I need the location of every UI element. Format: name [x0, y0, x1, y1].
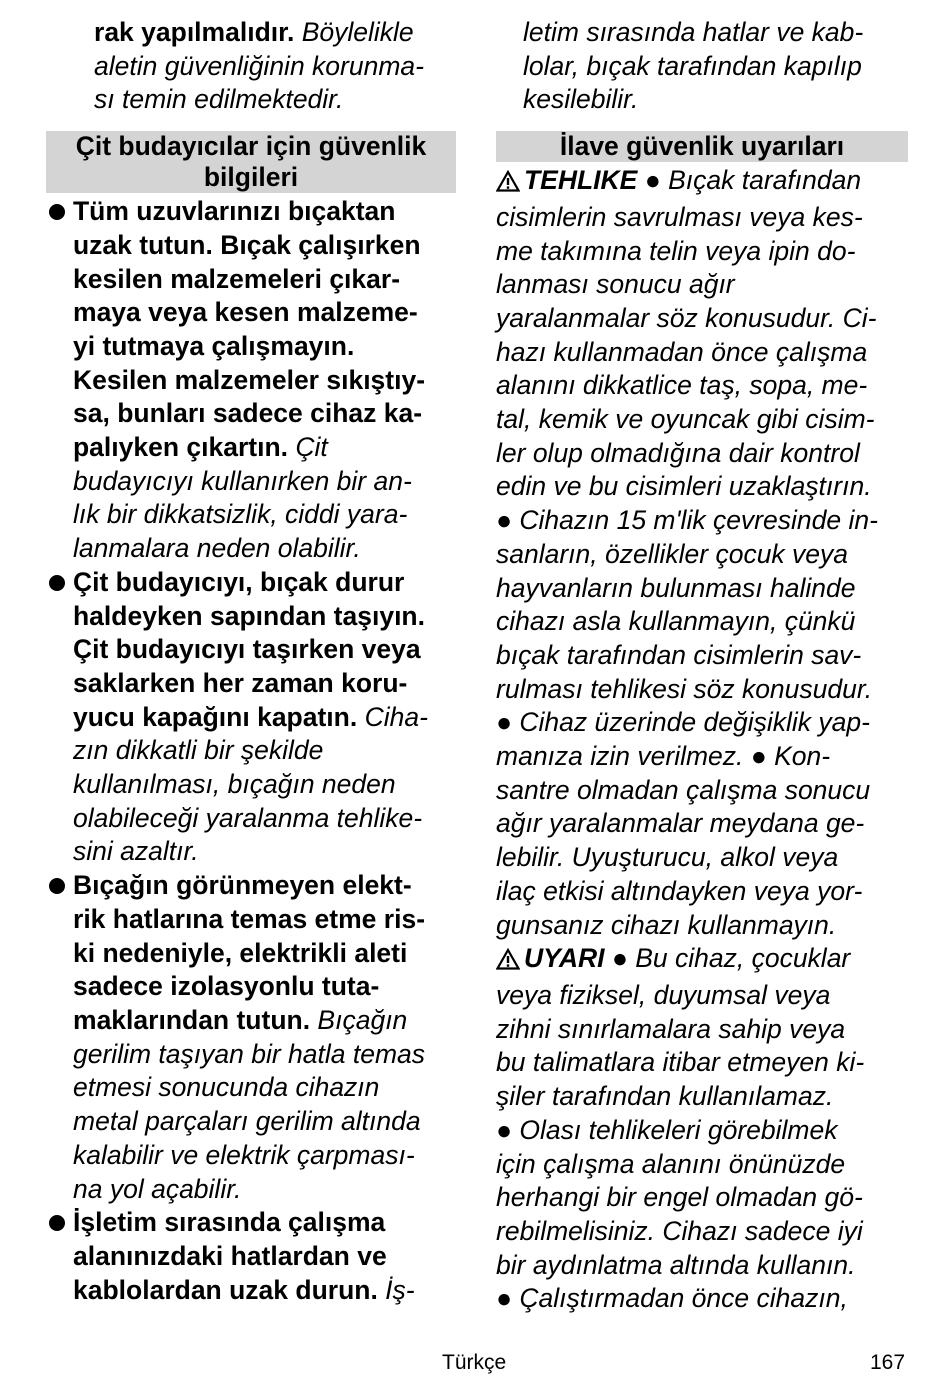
danger-line: sanların, özellikler çocuk veya	[496, 538, 849, 569]
item-italic-line: kullanılması, bıçağın neden	[73, 769, 396, 800]
danger-line: lanması sonucu ağır	[496, 269, 735, 300]
item-italic-line: kalabilir ve elektrik çarpması-	[73, 1139, 415, 1170]
danger-block	[496, 164, 908, 942]
warning-line: rebilmelisiniz. Cihazı sadece iyi	[496, 1215, 863, 1246]
left-intro-line: sı temin edilmektedir.	[94, 84, 344, 115]
danger-line: ● Cihaz üzerinde değişiklik yap-	[496, 707, 870, 738]
right-column	[496, 16, 908, 1316]
danger-line: santre olmadan çalışma sonucu	[496, 774, 871, 805]
warning-line: için çalışma alanını önünüzde	[496, 1148, 846, 1179]
danger-line: me takımına telin veya ipin do-	[496, 235, 856, 266]
right-intro-line: letim sırasında hatlar ve kab-	[523, 17, 864, 47]
warning-label: UYARI	[524, 943, 605, 974]
left-intro-line: aletin güvenliğinin korunma-	[94, 50, 424, 81]
warning-line: ● Çalıştırmadan önce cihazın,	[496, 1283, 848, 1314]
item-bold-line: Çit budayıcıyı taşırken veya	[73, 634, 421, 665]
danger-line: cihazı asla kullanmayın, çünkü	[496, 606, 856, 637]
danger-first-line	[496, 164, 908, 201]
left-intro	[46, 16, 456, 117]
item-italic-line: sini azaltır.	[73, 836, 199, 867]
item-mixed-line: palıyken çıkartın. Çit	[73, 432, 328, 463]
safety-item-3	[46, 869, 456, 1206]
safety-item-1	[46, 195, 456, 566]
danger-line: ● Cihazın 15 m'lik çevresinde in-	[496, 505, 878, 536]
danger-line: rulması tehlikesi söz konusudur.	[496, 673, 873, 704]
danger-line: ağır yaralanmalar meydana ge-	[496, 808, 865, 839]
safety-item-4	[46, 1206, 456, 1307]
item-italic-line: etmesi sonucunda cihazın	[73, 1072, 380, 1103]
warning-line: herhangi bir engel olmadan gö-	[496, 1182, 863, 1213]
item-mixed-line: maklarından tutun. Bıçağın	[73, 1004, 408, 1035]
danger-line: lebilir. Uyuşturucu, alkol veya	[496, 842, 839, 873]
right-intro-line: kesilebilir.	[523, 84, 639, 115]
warning-text: ● Bu cihaz, çocuklar	[604, 943, 851, 974]
danger-line: manıza izin verilmez. ● Kon-	[496, 741, 831, 772]
item-bold-line: haldeyken sapından taşıyın.	[73, 600, 425, 631]
item-italic-line: metal parçaları gerilim altında	[73, 1106, 421, 1137]
danger-line: ilaç etkisi altındayken veya yor-	[496, 875, 863, 906]
footer-language: Türkçe	[442, 1351, 507, 1374]
danger-line: bıçak tarafından cisimlerin sav-	[496, 639, 862, 670]
warning-line: zihni sınırlamalara sahip veya	[496, 1013, 846, 1044]
item-italic-line: lanmalara neden olabilir.	[73, 533, 361, 564]
item-italic-line: zın dikkatli bir şekilde	[73, 735, 324, 766]
bullet-icon	[49, 575, 65, 591]
danger-line: ler olup olmadığına dair kontrol	[496, 437, 860, 468]
left-intro-bold: rak yapılmalıdır.	[94, 17, 295, 47]
warning-triangle-icon	[496, 945, 520, 979]
danger-line: edin ve bu cisimleri uzaklaştırın.	[496, 471, 872, 502]
danger-line: hayvanların bulunması halinde	[496, 572, 856, 603]
item-italic-line: budayıcıyı kullanırken bir an-	[73, 465, 412, 496]
item-bold-line: maya veya kesen malzeme-	[73, 297, 418, 328]
item-bold-line: kesilen malzemeleri çıkar-	[73, 263, 401, 294]
warning-line: ● Olası tehlikeleri görebilmek	[496, 1114, 838, 1145]
item-bold-line: sa, bunları sadece cihaz ka-	[73, 398, 423, 429]
danger-line: gunsanız cihazı kullanmayın.	[496, 909, 837, 940]
right-intro-line: lolar, bıçak tarafından kapılıp	[523, 50, 862, 81]
bullet-icon	[49, 1215, 65, 1231]
warning-line: şiler tarafından kullanılamaz.	[496, 1081, 834, 1112]
warning-line: bir aydınlatma altında kullanın.	[496, 1249, 856, 1280]
danger-line: hazı kullanmadan önce çalışma	[496, 336, 868, 367]
page-number: 167	[870, 1351, 906, 1374]
item-bold-line: İşletim sırasında çalışma	[73, 1207, 386, 1238]
section-heading-line: Çit budayıcılar için güvenlik	[75, 131, 427, 162]
item-bold-line: Kesilen malzemeler sıkıştıy-	[73, 364, 426, 395]
section-heading-line: İlave güvenlik uyarıları	[559, 131, 845, 162]
warning-first-line	[496, 942, 908, 979]
section-heading-safety	[46, 131, 456, 193]
item-bold-line: Bıçağın görünmeyen elekt-	[73, 870, 412, 901]
warning-triangle-icon	[496, 167, 520, 201]
safety-item-2	[46, 566, 456, 869]
bullet-icon	[49, 204, 65, 220]
item-bold-line: saklarken her zaman koru-	[73, 667, 408, 698]
section-heading-line: bilgileri	[203, 162, 299, 193]
item-mixed-line: kablolardan uzak durun. İş-	[73, 1274, 415, 1305]
item-italic-line: olabileceği yaralanma tehlike-	[73, 802, 423, 833]
danger-line: tal, kemik ve oyuncak gibi cisim-	[496, 404, 875, 435]
danger-line: alanını dikkatlice taş, sopa, me-	[496, 370, 868, 401]
item-bold-line: sadece izolasyonlu tuta-	[73, 971, 380, 1002]
warning-line: bu talimatlara itibar etmeyen ki-	[496, 1047, 865, 1078]
warning-block	[496, 942, 908, 1316]
item-bold-line: ki nedeniyle, elektrikli aleti	[73, 937, 408, 968]
danger-label: TEHLIKE	[524, 165, 638, 196]
item-bold-line: Tüm uzuvlarınızı bıçaktan	[73, 196, 396, 227]
section-heading-additional	[496, 131, 908, 162]
right-intro	[496, 16, 908, 117]
danger-text: ● Bıçak tarafından	[637, 165, 862, 196]
item-italic-line: na yol açabilir.	[73, 1173, 242, 1204]
item-bold-line: alanınızdaki hatlardan ve	[73, 1240, 387, 1271]
item-bold-line: rik hatlarına temas etme ris-	[73, 903, 426, 934]
left-column	[46, 16, 456, 1307]
item-mixed-line: yucu kapağını kapatın. Ciha-	[73, 701, 428, 732]
item-italic-line: gerilim taşıyan bir hatla temas	[73, 1038, 426, 1069]
bullet-icon	[49, 878, 65, 894]
warning-line: veya fiziksel, duyumsal veya	[496, 979, 831, 1010]
item-italic-line: lık bir dikkatsizlik, ciddi yara-	[73, 499, 408, 530]
danger-line: yaralanmalar söz konusudur. Ci-	[496, 302, 877, 333]
item-bold-line: yi tutmaya çalışmayın.	[73, 330, 355, 361]
left-intro-italic: Böylelikle	[294, 17, 414, 47]
item-bold-line: Çit budayıcıyı, bıçak durur	[73, 566, 405, 597]
item-bold-line: uzak tutun. Bıçak çalışırken	[73, 229, 421, 260]
danger-line: cisimlerin savrulması veya kes-	[496, 201, 863, 232]
